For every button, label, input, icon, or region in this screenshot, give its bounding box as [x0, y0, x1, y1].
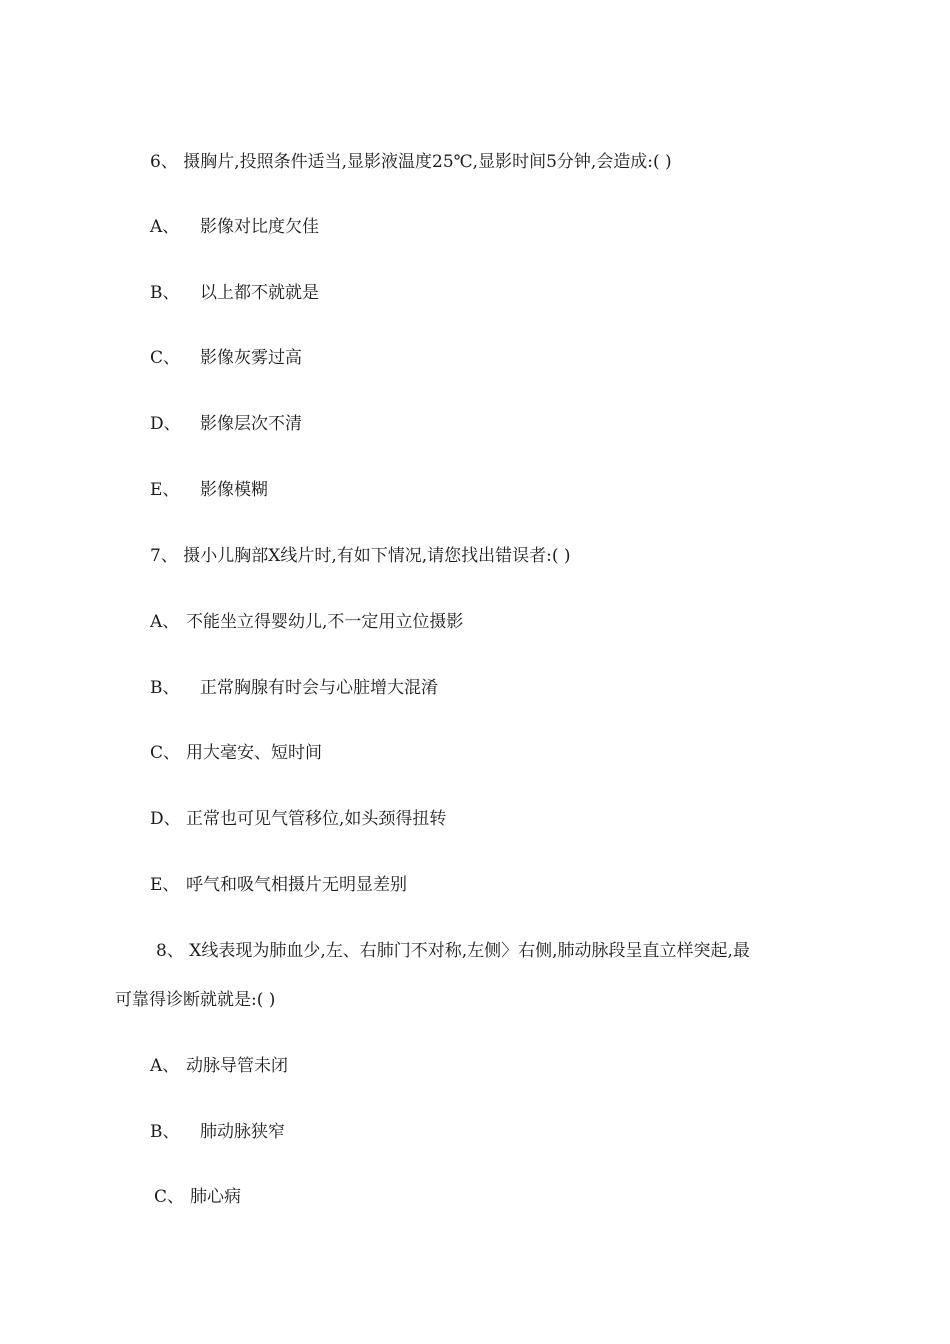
option-text: 正常也可见气管移位,如头颈得扭转 [186, 809, 447, 829]
option-letter: B、 [150, 283, 180, 303]
q7-option-d [150, 808, 446, 830]
option-letter: E、 [150, 480, 180, 500]
q7-option-c [150, 742, 322, 764]
option-text: 用大毫安、短时间 [186, 743, 322, 763]
option-text: 动脉导管未闭 [186, 1056, 288, 1076]
option-text: 肺心病 [190, 1187, 241, 1207]
question-8-stem-line1: 8、 X线表现为肺血少,左、右肺门不对称,左侧〉右侧,肺动脉段呈直立样突起,最 [156, 941, 750, 961]
question-6-stem: 6、 摄胸片,投照条件适当,显影液温度25℃,显影时间5分钟,会造成:( ) [150, 152, 672, 172]
option-text: 影像模糊 [200, 480, 268, 500]
option-text: 影像层次不清 [200, 414, 302, 434]
option-letter: A、 [150, 612, 180, 632]
option-letter: D、 [150, 809, 181, 829]
option-text: 肺动脉狭窄 [200, 1122, 285, 1142]
q7-option-a [150, 611, 463, 633]
question-8-stem-line2: 可靠得诊断就就是:( ) [115, 990, 276, 1010]
q7-option-e [150, 874, 407, 896]
option-letter: C、 [150, 348, 181, 368]
option-text: 以上都不就就是 [200, 283, 319, 303]
option-letter: D、 [150, 414, 181, 434]
option-letter: C、 [154, 1187, 185, 1207]
option-letter: A、 [150, 1056, 180, 1076]
question-7-stem: 7、 摄小儿胸部X线片时,有如下情况,请您找出错误者:( ) [150, 546, 571, 566]
option-text: 影像对比度欠佳 [200, 217, 319, 237]
option-letter: B、 [150, 1122, 180, 1142]
option-text: 正常胸腺有时会与心脏增大混淆 [200, 678, 438, 698]
option-text: 影像灰雾过高 [200, 348, 302, 368]
option-letter: C、 [150, 743, 181, 763]
q6-option-b [150, 282, 319, 304]
q6-option-a [150, 216, 319, 238]
q7-option-b [150, 677, 438, 699]
option-letter: A、 [150, 217, 180, 237]
option-text: 不能坐立得婴幼儿,不一定用立位摄影 [186, 612, 464, 632]
option-letter: E、 [150, 875, 180, 895]
q6-option-c [150, 347, 302, 369]
option-text: 呼气和吸气相摄片无明显差别 [186, 875, 407, 895]
q8-option-c [154, 1186, 241, 1208]
q8-option-b [150, 1121, 285, 1143]
q8-option-a [150, 1055, 288, 1077]
option-letter: B、 [150, 678, 180, 698]
q6-option-d [150, 413, 302, 435]
q6-option-e [150, 479, 268, 501]
